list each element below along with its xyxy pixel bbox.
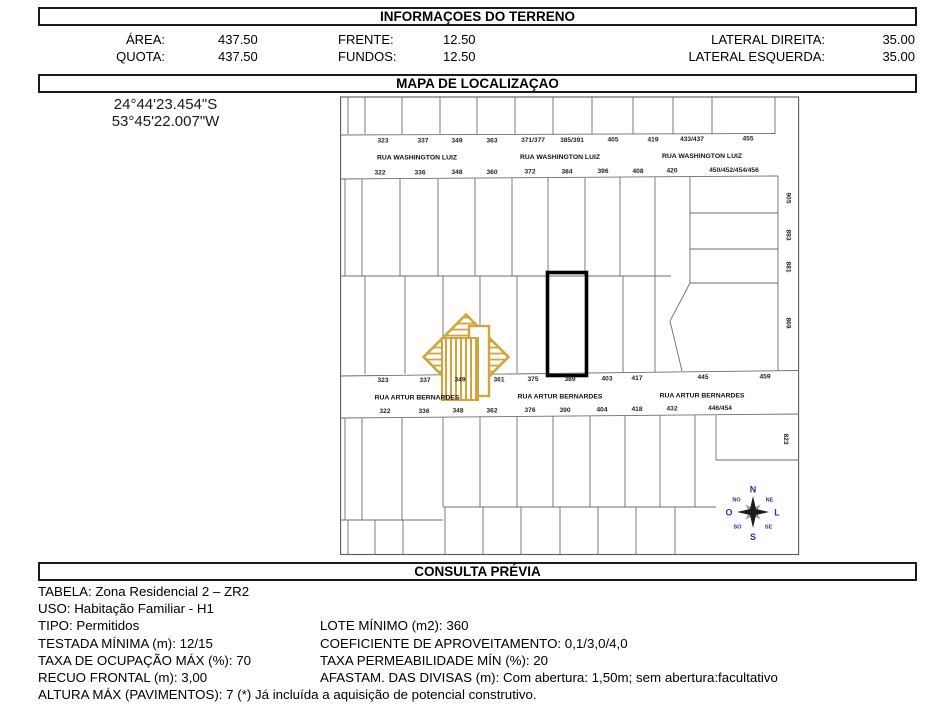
lot-number: 361 (493, 376, 505, 384)
terrain-field-value-area: 437.50 (218, 32, 258, 47)
lot-number: 455 (742, 135, 754, 143)
coordinate-latitude: 24°44'23.454"S (113, 96, 218, 113)
lot-number: 322 (379, 408, 391, 415)
compass-label-s: S (749, 532, 757, 542)
lot-number: 419 (647, 136, 659, 144)
terrain-section-title: INFORMAÇOES DO TERRENO (38, 7, 917, 26)
lot-number: 323 (377, 137, 389, 145)
terrain-field-value-lateral-esquerda: 35.00 (882, 49, 915, 64)
coordinate-longitude: 53°45'22.007"W (111, 113, 220, 130)
consulta-text: AFASTAM. DAS DIVISAS (m): Com abertura: 1,50m; sem abertura:facultativo (320, 670, 778, 685)
lot-number: 446/454 (708, 405, 732, 412)
consulta-text: RECUO FRONTAL (m): 3,00 (38, 670, 208, 685)
lot-number: 337 (417, 137, 429, 145)
location-map (340, 95, 800, 556)
lot-number: 420 (666, 167, 678, 175)
consulta-text: ALTURA MÁX (PAVIMENTOS): 7 (*) Já incluída a aquisição de potencial construtivo. (38, 687, 537, 702)
terrain-field-value-frente: 12.50 (443, 32, 476, 47)
consulta-line (0, 670, 933, 686)
lot-number: 349 (451, 137, 463, 145)
consulta-line (0, 636, 933, 652)
lot-number: 881 (784, 261, 792, 273)
terrain-field-value-quota: 437.50 (218, 49, 258, 64)
consulta-text: TIPO: Permitidos (38, 618, 140, 633)
street-label: RUA ARTUR BERNARDES (659, 392, 745, 400)
compass-label-ne: NE (765, 497, 774, 504)
lot-number: 390 (559, 407, 571, 414)
lot-number: 389 (564, 376, 576, 383)
terrain-field-value-fundos: 12.50 (443, 49, 476, 64)
consulta-line (0, 601, 933, 617)
consulta-text: TAXA PERMEABILIDADE MÍN (%): 20 (320, 653, 549, 668)
lot-number: 375 (527, 376, 539, 383)
compass-label-se: SE (764, 524, 773, 531)
lot-number: 396 (597, 168, 609, 175)
terrain-field-label-fundos: FUNDOS: (338, 49, 397, 64)
lot-number: 418 (631, 406, 643, 413)
lot-number: 433/437 (680, 136, 704, 143)
compass-label-o: O (725, 507, 733, 518)
consulta-text: TABELA: Zona Residencial 2 – ZR2 (38, 584, 250, 599)
highlighted-lot-389 (548, 273, 587, 376)
consulta-section-title: CONSULTA PRÉVIA (38, 562, 917, 581)
lot-grid-lines (341, 97, 799, 554)
watermark-logo (424, 315, 509, 400)
lot-number: 417 (631, 375, 643, 382)
lot-number: 372 (524, 168, 536, 176)
consulta-line (0, 687, 933, 703)
lot-number: 336 (418, 408, 430, 415)
terrain-field-label-area: ÁREA: (125, 32, 165, 47)
terrain-field-value-lateral-direita: 35.00 (882, 32, 915, 47)
lot-number: 405 (607, 136, 619, 144)
consulta-text: COEFICIENTE DE APROVEITAMENTO: 0,1/3,0/4,0 (320, 636, 628, 651)
street-label: RUA ARTUR BERNARDES (374, 394, 460, 402)
terrain-field-label-frente: FRENTE: (338, 32, 394, 47)
lot-number: 348 (451, 169, 463, 176)
lot-number: 349 (454, 376, 466, 384)
lot-number: 336 (414, 169, 426, 177)
compass-label-so: SO (733, 524, 742, 531)
lot-number: 432 (666, 405, 678, 413)
lot-number: 893 (784, 229, 792, 241)
lot-number: 408 (632, 168, 644, 175)
compass-rose (725, 485, 780, 543)
lot-number: 322 (374, 169, 386, 177)
compass-label-n: N (749, 484, 757, 495)
lot-number: 376 (524, 407, 536, 414)
street-label: RUA ARTUR BERNARDES (517, 393, 603, 401)
lot-number: 445 (697, 374, 709, 381)
lot-number: 385/391 (560, 137, 584, 144)
lot-number: 459 (759, 373, 771, 381)
consulta-line (0, 584, 933, 600)
coordinates (88, 96, 243, 130)
street-label: RUA WASHINGTON LUIZ (376, 154, 458, 162)
lot-number: 323 (377, 377, 389, 384)
consulta-line (0, 618, 933, 634)
compass-primary-star (737, 496, 769, 528)
lot-number: 362 (486, 407, 498, 415)
lot-number: 869 (784, 317, 792, 329)
map-frame (341, 97, 799, 555)
lot-number: 403 (601, 375, 613, 383)
street-label: RUA WASHINGTON LUIZ (519, 154, 601, 161)
lot-number: 823 (782, 433, 789, 445)
logo-left-tower (442, 338, 478, 400)
compass-label-no: NO (732, 497, 741, 504)
consulta-text: TAXA DE OCUPAÇÃO MÁX (%): 70 (38, 653, 252, 668)
street-label: RUA WASHINGTON LUIZ (661, 153, 743, 160)
lot-number: 450/452/454/456 (709, 167, 759, 174)
terrain-field-label-lateral-direita: LATERAL DIREITA: (711, 32, 825, 47)
lot-number: 363 (486, 137, 498, 145)
terrain-field-label-quota: QUOTA: (116, 49, 165, 64)
lot-number: 905 (784, 192, 792, 204)
map-section-title: MAPA DE LOCALIZAÇAO (38, 74, 917, 93)
consulta-text: USO: Habitação Familiar - H1 (38, 601, 214, 616)
lot-number: 360 (486, 169, 498, 176)
lot-number: 371/377 (521, 137, 545, 144)
terrain-field-label-lateral-esquerda: LATERAL ESQUERDA: (688, 49, 825, 64)
consulta-line (0, 653, 933, 669)
consulta-text: LOTE MÍNIMO (m2): 360 (320, 618, 469, 633)
compass-label-l: L (774, 507, 780, 518)
lot-number: 404 (596, 406, 608, 414)
lot-number: 384 (561, 168, 573, 176)
lot-number: 337 (419, 377, 431, 384)
lot-number: 348 (452, 407, 464, 415)
consulta-text: TESTADA MÍNIMA (m): 12/15 (38, 636, 213, 651)
